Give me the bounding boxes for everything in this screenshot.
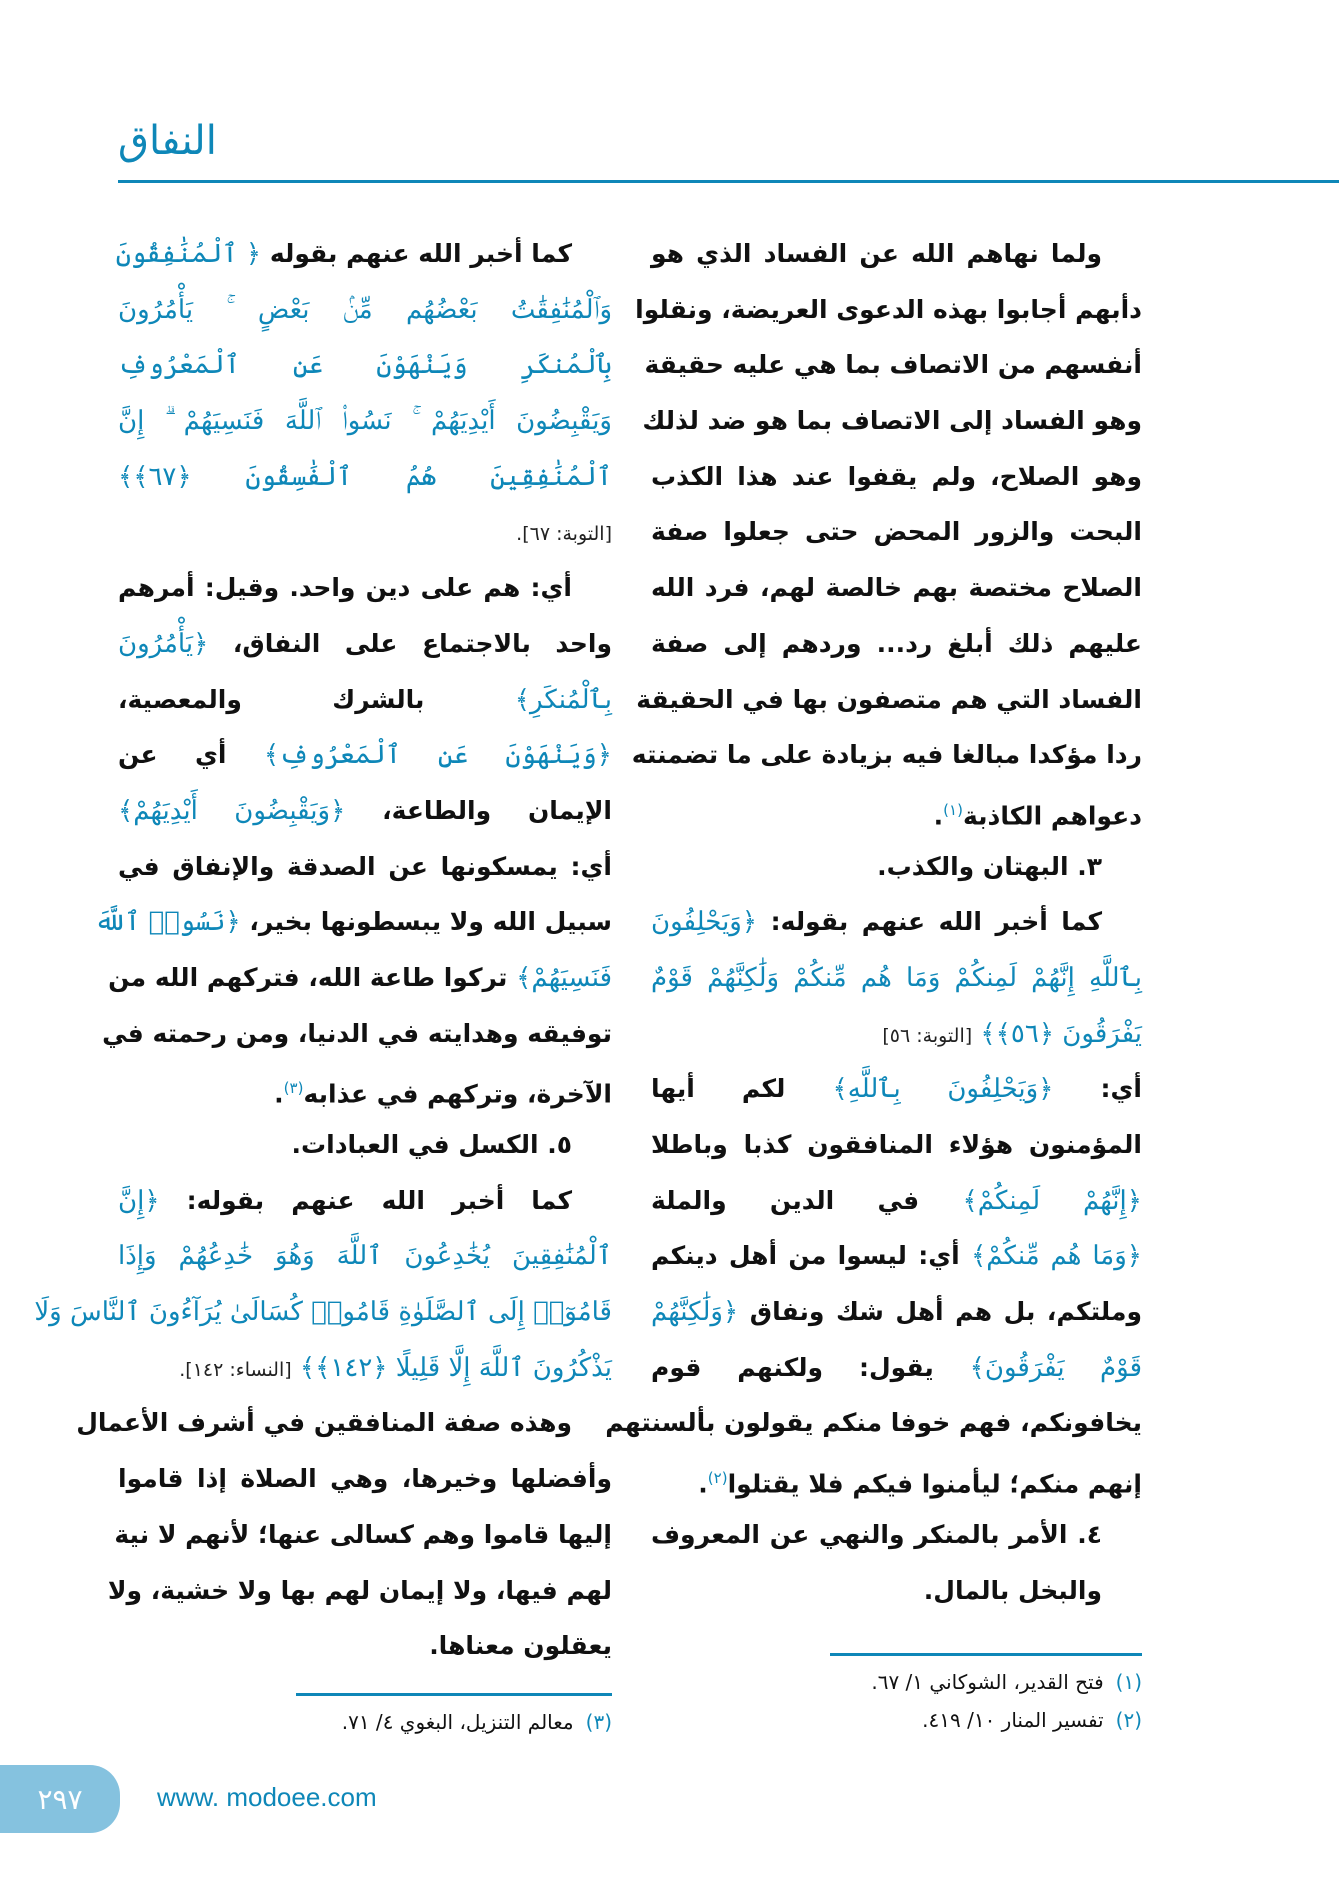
page-title: النفاق [118,118,217,164]
text-line [118,839,612,895]
text-line [118,672,612,728]
body-text: أي: ليسوا من أهل دينكم [651,1241,971,1271]
text-line [631,727,1142,783]
text-line [651,783,1142,839]
text-line [651,1061,1142,1117]
body-text: سبيل الله ولا يبسطونها بخير، [240,907,612,937]
quran-verse: ﴿إِنَّ [118,1185,160,1216]
body-text: والبخل بالمال. [923,1575,1102,1605]
text-line [118,282,612,338]
text-line [107,1563,612,1619]
body-text: دأبهم أجابوا بهذه الدعوى العريضة، ونقلوا [635,294,1142,324]
right-column [605,226,1142,1618]
text-line [118,1228,612,1284]
text-line [34,1284,612,1340]
text-line [651,616,1142,672]
quran-verse: ٱلْمُنَٰفِقِينَ يُخَٰدِعُونَ ٱللَّهَ وَهُوَ خَٰدِعُهُمْ وَإِذَا [118,1241,612,1272]
header-rule [118,180,1339,183]
text-line [651,1006,1142,1062]
page-number-badge [0,1765,120,1833]
quran-verse: ﴿إِنَّهُمْ لَمِنكُمْ﴾ [962,1185,1142,1216]
text-line [108,950,612,1006]
body-text: أي عن [118,740,264,770]
text-line [118,783,612,839]
body-text: أي: يمسكونها عن الصدقة والإنفاق في [118,851,612,881]
body-text: أنفسهم من الاتصاف بما هي عليه حقيقة [644,350,1142,380]
verse-reference: [التوبة: ٥٦] [882,1024,973,1047]
body-text: وأفضلها وخيرها، وهي الصلاة إذا قاموا [118,1464,612,1494]
text-line [102,1006,612,1062]
body-text: إليها قاموا وهم كسالى عنها؛ لأنهم لا نية [114,1519,612,1549]
text-line [642,393,1142,449]
quran-verse: بِٱلْمُنكَرِ وَيَنْهَوْنَ عَنِ ٱلْمَعْرُوفِ [118,350,612,381]
body-text: ولما نهاهم الله عن الفساد الذي هو [651,239,1102,268]
footnote-text: فتح القدير، الشوكاني ١/ ٦٧. [871,1670,1104,1694]
body-text: الآخرة، وتركهم في عذابه [303,1079,612,1109]
body-text: الفساد التي هم متصفون بها في الحقيقة [636,684,1142,714]
body-text: ردا مؤكدا مبالغا فيه بزيادة على ما تضمنته [631,740,1142,770]
text-line [651,1284,1142,1340]
footnote-text: معالم التنزيل، البغوي ٤/ ٧١. [341,1710,574,1734]
body-text: الإيمان والطاعة، [345,795,612,825]
text-line [118,1061,612,1117]
section-heading [118,1117,612,1173]
body-text: تركوا طاعة الله، فتركهم الله من [108,962,517,992]
text-line [651,1340,1142,1396]
body-text: وهو الصلاح، ولم يقفوا عند هذا الكذب [651,461,1142,491]
footnote-2 [922,1708,1142,1732]
footnote-marker: (٢) [707,1469,728,1488]
body-text: . [274,1079,284,1109]
footnote-text: تفسير المنار ١٠/ ٤١٩. [922,1708,1104,1732]
body-text: أي: [1053,1074,1142,1104]
body-text: عليهم ذلك أبلغ رد... وردهم إلى صفة [651,628,1142,658]
website-link[interactable]: www. modoee.com [157,1782,377,1812]
text-line [118,449,612,505]
footnote-marker: (٣) [283,1079,304,1098]
text-line [118,1340,612,1396]
text-line [118,1173,612,1229]
text-line [605,1395,1142,1451]
body-text: ٣. البهتان والكذب. [877,851,1102,881]
text-line [651,226,1142,282]
quran-verse: ﴿نَسُوا۟ ٱللَّهَ [94,907,241,938]
text-line [114,1507,612,1563]
body-text: يخافونكم، فهم خوفا منكم يقولون بألسنتهم [605,1408,1142,1438]
footnote-marker: (١) [943,800,963,819]
verse-reference: [النساء: ١٤٢]. [179,1358,292,1381]
body-text: ٥. الكسل في العبادات. [291,1130,572,1159]
body-text: البحت والزور المحض حتى جعلوا صفة [651,517,1142,547]
body-text: لهم فيها، ولا إيمان لهم بها ولا خشية، ولا [107,1575,612,1605]
quran-verse: فَنَسِيَهُمْ﴾ [516,962,612,993]
quran-verse: ﴿وَلَٰكِنَّهُمْ [651,1297,739,1328]
quran-verse: قَوْمٌ يَفْرَقُونَ﴾ [969,1352,1142,1383]
body-text: وهذه صفة المنافقين في أشرف الأعمال [76,1408,572,1438]
quran-verse: يَفْرَقُونَ ﴿٥٦﴾﴾ [972,1018,1142,1049]
text-line [118,1618,612,1674]
body-text: الصلاح مختصة بهم خالصة لهم، فرد الله [651,573,1142,603]
text-line [651,560,1142,616]
body-text: واحد بالاجتماع على النفاق، [208,628,612,658]
quran-verse: ﴿ ٱلْمُنَٰفِقُونَ [115,239,262,269]
text-line [644,337,1142,393]
footnote-rule-right [830,1653,1142,1656]
verse-reference: [التوبة: ٦٧]. [516,523,612,546]
footnote-1 [871,1670,1142,1694]
text-line [651,504,1142,560]
body-text: كما أخبر الله عنهم بقوله [261,239,572,268]
body-text: لكم أيها [651,1074,833,1104]
text-line [651,1173,1142,1229]
quran-verse: يَذْكُرُونَ ٱللَّهَ إِلَّا قَلِيلًا ﴿١٤٢﴾﴾ [291,1352,612,1383]
text-line [651,1228,1142,1284]
footnote-number: (٢) [1115,1708,1142,1732]
quran-verse: ﴿وَيَحْلِفُونَ [651,907,758,938]
quran-verse: قَامُوٓا۟ إِلَى ٱلصَّلَوٰةِ قَامُوا۟ كُسَالَىٰ يُرَآءُونَ ٱلنَّاسَ وَلَا [34,1297,612,1328]
quran-verse: ﴿وَيَقْبِضُونَ أَيْدِيَهُمْ﴾ [118,795,346,826]
text-line [94,894,612,950]
text-line [115,226,612,282]
text-line [118,337,612,393]
body-text: يعقلون معناها. [429,1631,612,1661]
text-line [76,1395,612,1451]
footnote-rule-left [296,1693,612,1696]
body-text: وملتكم، بل هم أهل شك ونفاق [738,1297,1142,1327]
text-line [651,950,1142,1006]
text-line [636,672,1142,728]
quran-verse: ﴿وَيَنْهَوْنَ عَنِ ٱلْمَعْرُوفِ﴾ [263,740,612,771]
body-text: ٤. الأمر بالمنكر والنهي عن المعروف [651,1519,1102,1549]
footnote-number: (٣) [585,1710,612,1734]
section-heading [651,839,1142,895]
body-text: المؤمنون هؤلاء المنافقون كذبا وباطلا [651,1130,1142,1159]
text-line [118,1451,612,1507]
body-text: وهو الفساد إلى الاتصاف بما هو ضد لذلك [642,406,1142,436]
body-text: إنهم منكم؛ ليأمنوا فيكم فلا يقتلوا [727,1469,1142,1499]
body-text: كما أخبر الله عنهم بقوله: [159,1185,572,1215]
left-column [34,226,612,1674]
footnote-number: (١) [1115,1670,1142,1694]
quran-verse: وَٱلْمُنَٰفِقَٰتُ بَعْضُهُم مِّنۢ بَعْضٍ ۚ يَأْمُرُونَ [118,294,612,325]
body-text: بالشرك والمعصية، [118,684,515,714]
quran-verse: بِٱلْمُنكَرِ﴾ [514,684,612,715]
quran-verse: وَيَقْبِضُونَ أَيْدِيَهُمْ ۚ نَسُوا۟ ٱللَّهَ فَنَسِيَهُمْ ۗ إِنَّ [118,406,612,437]
text-line [635,282,1142,338]
text-line [118,616,612,672]
text-line [651,1451,1142,1507]
footnote-3 [342,1710,612,1734]
quran-verse: ﴿يَأْمُرُونَ [118,628,209,659]
page-number: ٢٩٧ [37,1782,83,1816]
quran-verse: ﴿وَيَحْلِفُونَ بِٱللَّهِ﴾ [832,1074,1054,1105]
text-line [118,504,612,560]
quran-verse: ٱلْمُنَٰفِقِينَ هُمُ ٱلْفَٰسِقُونَ ﴿٦٧﴾﴾ [118,461,612,492]
body-text: . [933,801,944,831]
text-line [651,449,1142,505]
body-text: . [698,1469,708,1499]
section-heading [651,1507,1142,1563]
text-line [118,393,612,449]
body-text: كما أخبر الله عنهم بقوله: [757,907,1102,937]
text-line [651,894,1142,950]
quran-verse: ﴿وَمَا هُم مِّنكُمْ﴾ [970,1241,1142,1272]
body-text: أي: هم على دين واحد. وقيل: أمرهم [118,573,572,603]
section-heading [651,1563,1142,1619]
body-text: توفيقه وهدايته في الدنيا، ومن رحمته في [102,1018,612,1048]
text-line [118,727,612,783]
quran-verse: بِٱللَّهِ إِنَّهُمْ لَمِنكُمْ وَمَا هُم مِّنكُمْ وَلَٰكِنَّهُمْ قَوْمٌ [651,962,1142,993]
body-text: يقول: ولكنهم قوم [651,1352,970,1382]
body-text: في الدين والملة [651,1185,963,1215]
text-line [651,1117,1142,1173]
text-line [118,560,612,616]
body-text: دعواهم الكاذبة [962,801,1142,831]
